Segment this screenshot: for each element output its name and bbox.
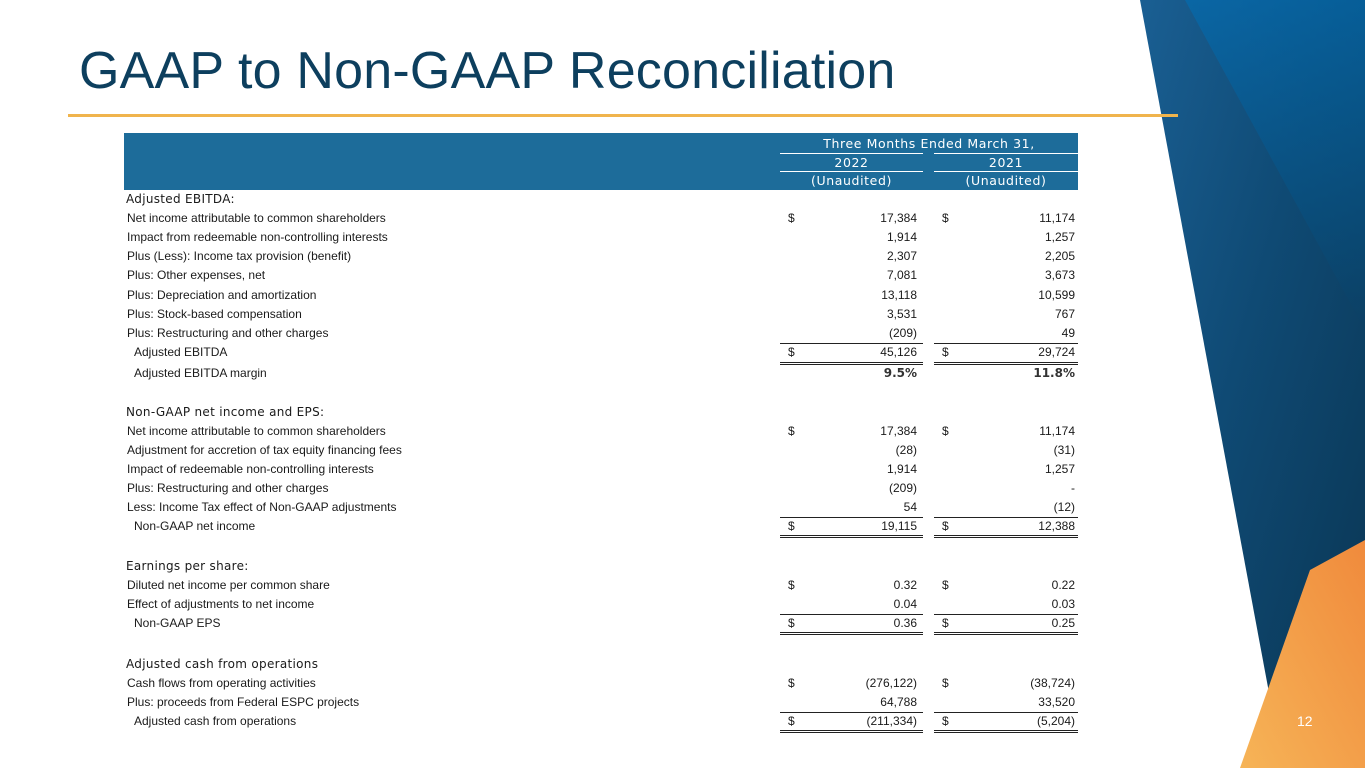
table-row bbox=[124, 305, 1078, 324]
total-row bbox=[124, 517, 1078, 536]
row-label: Plus (Less): Income tax provision (benefit) bbox=[127, 249, 352, 263]
total-row bbox=[124, 343, 1078, 362]
value-2022: 0.04 bbox=[893, 597, 917, 611]
currency-symbol: $ bbox=[788, 345, 795, 359]
row-label: Plus: Restructuring and other charges bbox=[127, 326, 329, 340]
value-2021: 29,724 bbox=[1038, 345, 1075, 359]
section-heading-label: Earnings per share: bbox=[126, 559, 249, 573]
total-row bbox=[124, 712, 1078, 731]
double-line bbox=[934, 362, 1078, 365]
table-row bbox=[124, 693, 1078, 712]
value-2022: 9.5% bbox=[883, 366, 917, 380]
value-2022: 45,126 bbox=[880, 345, 917, 359]
row-label: Adjusted EBITDA margin bbox=[134, 366, 267, 380]
currency-symbol: $ bbox=[942, 211, 949, 225]
value-2021: (38,724) bbox=[1030, 676, 1075, 690]
page-title: GAAP to Non-GAAP Reconciliation bbox=[79, 42, 896, 100]
value-2021: (12) bbox=[1053, 500, 1075, 514]
row-label: Plus: Stock-based compensation bbox=[127, 307, 302, 321]
value-2022: 19,115 bbox=[881, 519, 917, 533]
row-label: Less: Income Tax effect of Non-GAAP adjustments bbox=[127, 500, 397, 514]
table-row bbox=[124, 441, 1078, 460]
currency-symbol: $ bbox=[942, 345, 949, 359]
table-row bbox=[124, 460, 1078, 479]
row-label: Adjusted cash from operations bbox=[134, 714, 297, 728]
table-row bbox=[124, 247, 1078, 266]
value-2021: 1,257 bbox=[1044, 462, 1075, 476]
row-label: Adjustment for accretion of tax equity financing fees bbox=[127, 443, 402, 457]
table-row bbox=[124, 266, 1078, 285]
currency-symbol: $ bbox=[788, 424, 795, 438]
row-label: Non-GAAP EPS bbox=[134, 616, 221, 630]
currency-symbol: $ bbox=[788, 519, 795, 533]
reconciliation-table bbox=[124, 133, 1078, 728]
value-2022: 3,531 bbox=[886, 307, 917, 321]
value-2021: 11,174 bbox=[1039, 424, 1075, 438]
value-2022: (211,334) bbox=[866, 714, 917, 728]
total-row bbox=[124, 614, 1078, 633]
currency-symbol: $ bbox=[942, 424, 949, 438]
period-header: Three Months Ended March 31, bbox=[823, 136, 1035, 151]
section-heading bbox=[124, 403, 1078, 422]
row-label: Impact of redeemable non-controlling interests bbox=[127, 462, 374, 476]
value-2021: - bbox=[1071, 481, 1075, 495]
unaudited-2022-label: (Unaudited) bbox=[780, 171, 923, 190]
value-2021: 767 bbox=[1054, 307, 1075, 321]
row-label: Plus: Depreciation and amortization bbox=[127, 288, 317, 302]
currency-symbol: $ bbox=[942, 616, 949, 630]
value-2022: 17,384 bbox=[880, 211, 917, 225]
section-heading-label: Adjusted EBITDA: bbox=[126, 192, 235, 206]
table-header bbox=[124, 133, 1078, 190]
row-label: Impact from redeemable non-controlling interests bbox=[127, 230, 388, 244]
year-2021-header: 2021 bbox=[934, 153, 1078, 172]
table-row bbox=[124, 209, 1078, 228]
value-2021: 1,257 bbox=[1044, 230, 1075, 244]
table-row bbox=[124, 286, 1078, 305]
section-heading-label: Adjusted cash from operations bbox=[126, 657, 319, 671]
row-label: Net income attributable to common shareholders bbox=[127, 211, 386, 225]
table-row bbox=[124, 479, 1078, 498]
value-2021: 2,205 bbox=[1044, 249, 1075, 263]
currency-symbol: $ bbox=[788, 676, 795, 690]
table-row bbox=[124, 595, 1078, 614]
currency-symbol: $ bbox=[788, 616, 795, 630]
value-2022: (209) bbox=[888, 481, 917, 495]
value-2022: 13,118 bbox=[881, 288, 917, 302]
value-2021: (5,204) bbox=[1036, 714, 1075, 728]
value-2022: (28) bbox=[895, 443, 917, 457]
margin-row bbox=[124, 364, 1078, 383]
value-2022: 54 bbox=[903, 500, 917, 514]
currency-symbol: $ bbox=[942, 714, 949, 728]
unaudited-2021-label: (Unaudited) bbox=[934, 171, 1078, 190]
value-2021: 11.8% bbox=[1033, 366, 1075, 380]
currency-symbol: $ bbox=[942, 676, 949, 690]
row-label: Plus: proceeds from Federal ESPC projects bbox=[127, 695, 360, 709]
table-row bbox=[124, 674, 1078, 693]
value-2022: 17,384 bbox=[880, 424, 917, 438]
currency-symbol: $ bbox=[942, 578, 949, 592]
double-line bbox=[780, 362, 923, 365]
currency-symbol: $ bbox=[942, 519, 949, 533]
value-2021: 0.03 bbox=[1051, 597, 1075, 611]
value-2022: 0.36 bbox=[893, 616, 917, 630]
value-2022: (209) bbox=[888, 326, 917, 340]
value-2022: 1,914 bbox=[886, 230, 917, 244]
value-2022: 7,081 bbox=[886, 268, 917, 282]
section-heading bbox=[124, 655, 1078, 674]
value-2021: 0.22 bbox=[1051, 578, 1075, 592]
year-2022-header: 2022 bbox=[780, 153, 923, 172]
table-row bbox=[124, 422, 1078, 441]
section-heading bbox=[124, 557, 1078, 576]
currency-symbol: $ bbox=[788, 714, 795, 728]
value-2021: 12,388 bbox=[1038, 519, 1075, 533]
table-row bbox=[124, 498, 1078, 517]
table-row bbox=[124, 576, 1078, 595]
title-underline bbox=[68, 114, 1178, 117]
value-2021: 11,174 bbox=[1039, 211, 1075, 225]
currency-symbol: $ bbox=[788, 578, 795, 592]
value-2022: 2,307 bbox=[886, 249, 917, 263]
value-2021: 33,520 bbox=[1038, 695, 1075, 709]
row-label: Plus: Restructuring and other charges bbox=[127, 481, 329, 495]
row-label: Effect of adjustments to net income bbox=[127, 597, 315, 611]
value-2021: 49 bbox=[1061, 326, 1075, 340]
row-label: Plus: Other expenses, net bbox=[127, 268, 266, 282]
value-2021: (31) bbox=[1053, 443, 1075, 457]
value-2022: (276,122) bbox=[865, 676, 917, 690]
row-label: Net income attributable to common shareholders bbox=[127, 424, 386, 438]
value-2021: 0.25 bbox=[1051, 616, 1075, 630]
section-heading-label: Non-GAAP net income and EPS: bbox=[126, 405, 325, 419]
value-2021: 10,599 bbox=[1038, 288, 1075, 302]
value-2021: 3,673 bbox=[1044, 268, 1075, 282]
section-heading bbox=[124, 190, 1078, 209]
value-2022: 1,914 bbox=[886, 462, 917, 476]
table-row bbox=[124, 324, 1078, 343]
value-2022: 64,788 bbox=[880, 695, 917, 709]
row-label: Cash flows from operating activities bbox=[127, 676, 316, 690]
table-row bbox=[124, 228, 1078, 247]
row-label: Diluted net income per common share bbox=[127, 578, 330, 592]
row-label: Non-GAAP net income bbox=[134, 519, 256, 533]
currency-symbol: $ bbox=[788, 211, 795, 225]
row-label: Adjusted EBITDA bbox=[134, 345, 228, 359]
page-number: 12 bbox=[1297, 713, 1313, 729]
value-2022: 0.32 bbox=[893, 578, 917, 592]
